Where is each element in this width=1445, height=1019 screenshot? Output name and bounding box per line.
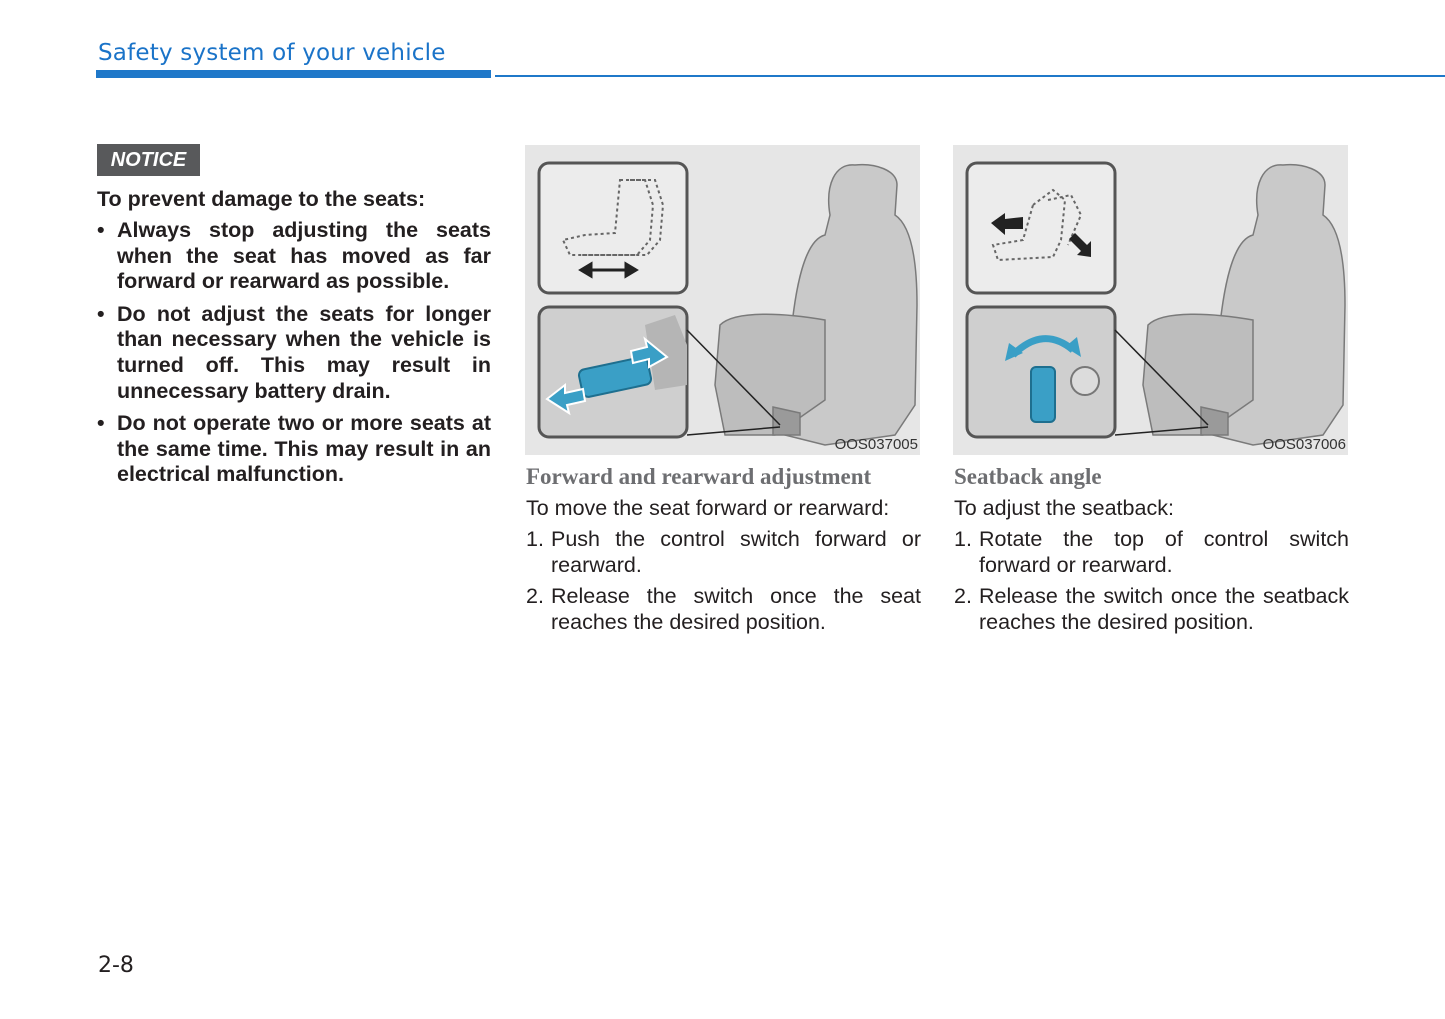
seat-illustration — [715, 165, 917, 445]
steps-list — [954, 527, 1349, 635]
section-forward-rearward — [526, 462, 921, 641]
section-intro: To move the seat forward or rearward: — [526, 496, 890, 520]
lumbar-knob — [1071, 367, 1099, 395]
step-number: 1. — [954, 527, 972, 551]
bullet-glyph: • — [97, 411, 105, 436]
step-number: 1. — [526, 527, 544, 551]
bullet-glyph: • — [97, 218, 105, 242]
notice-item: • Do not adjust the seats for longer than necessary when the vehicle is turned off. This may result in unnecessary battery drain. — [97, 301, 491, 403]
figure-code: OOS037006 — [1262, 436, 1346, 453]
section-header-title: Safety system of your vehicle — [98, 40, 446, 66]
step-item: 1. Push the control switch forward or rearward. — [526, 527, 921, 577]
notice-heading: To prevent damage to the seats: — [97, 187, 426, 211]
bullet-glyph: • — [97, 301, 105, 326]
seat-forward-rearward-adjustment-illustration — [525, 145, 920, 455]
header-rule-thick — [96, 70, 491, 78]
section-intro: To adjust the seatback: — [954, 496, 1174, 520]
figure-forward-rearward — [525, 145, 920, 455]
figure-code: OOS037005 — [834, 436, 918, 453]
seatback-switch — [1031, 367, 1055, 422]
header-rule-thin — [495, 75, 1445, 77]
steps-list — [526, 527, 921, 635]
step-item: 2. Release the switch once the seat reaches the desired position. — [526, 584, 921, 634]
notice-badge: NOTICE — [97, 144, 200, 176]
seatback-angle-adjustment-illustration — [953, 145, 1348, 455]
step-number: 2. — [526, 584, 544, 609]
notice-box — [97, 186, 491, 495]
notice-item: • Do not operate two or more seats at the same time. This may result in an electrical malfunction. — [97, 411, 491, 487]
notice-list — [97, 218, 491, 488]
section-title: Forward and rearward adjustment — [526, 464, 872, 489]
seat-illustration — [1143, 165, 1345, 445]
section-seatback-angle — [954, 462, 1349, 641]
inset-seat-outline — [967, 163, 1115, 293]
page-number: 2-8 — [98, 953, 134, 978]
notice-item: • Always stop adjusting the seats when the seat has moved as far forward or rearward as possible. — [97, 218, 491, 294]
figure-seatback-angle — [953, 145, 1348, 455]
section-title: Seatback angle — [954, 464, 1102, 489]
step-item: 1. Rotate the top of control switch forward or rearward. — [954, 527, 1349, 577]
step-number: 2. — [954, 584, 972, 609]
step-item: 2. Release the switch once the seatback reaches the desired position. — [954, 584, 1349, 634]
inset-seat-outline — [539, 163, 687, 293]
